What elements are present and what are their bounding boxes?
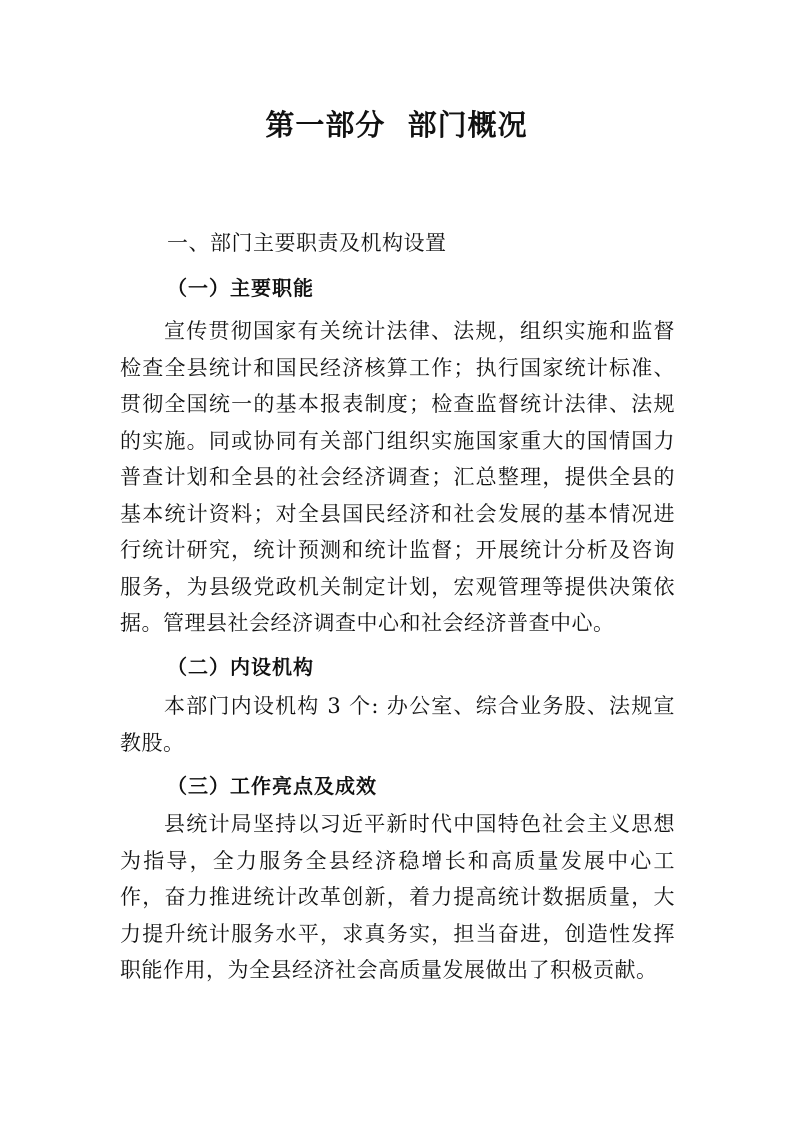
subsection-heading-internal-structure: （二）内设机构 xyxy=(167,655,314,679)
paragraph-internal-structure: 本部门内设机构 3 个: 办公室、综合业务股、法规宣教股。 xyxy=(120,694,675,755)
paragraph-main-functions: 宣传贯彻国家有关统计法律、法规，组织实施和监督检查全县统计和国民经济核算工作；执行国家统计标准、贯彻全国统一的基本报表制度；检查监督统计法律、法规的实施。同或协同有关部门组织实施国家重大的国情国力普查计划和全县的社会经济调查；汇总整理，提供全县的基本统计资料；对全县国民经济和社会发展的基本情况进行统计研究，统计预测和统计监督；开展统计分析及咨询服务，为县级党政机关制定计划，宏观管理等提供决策依据。管理县社会经济调查中心和社会经济普查中心。 xyxy=(120,319,675,635)
paragraph-highlights: 县统计局坚持以习近平新时代中国特色社会主义思想为指导，全力服务全县经济稳增长和高质量发展中心工作，奋力推进统计改革创新，着力提高统计数据质量，大力提升统计服务水平，求真务实，担当奋进，创造性发挥职能作用，为全县经济社会高质量发展做出了积极贡献。 xyxy=(120,812,675,982)
page-title: 第一部分 部门概况 xyxy=(265,108,528,142)
section-heading-duties-structure: 一、部门主要职责及机构设置 xyxy=(167,231,447,255)
subsection-heading-highlights: （三）工作亮点及成效 xyxy=(167,774,377,798)
subsection-heading-main-functions: （一）主要职能 xyxy=(167,276,314,300)
